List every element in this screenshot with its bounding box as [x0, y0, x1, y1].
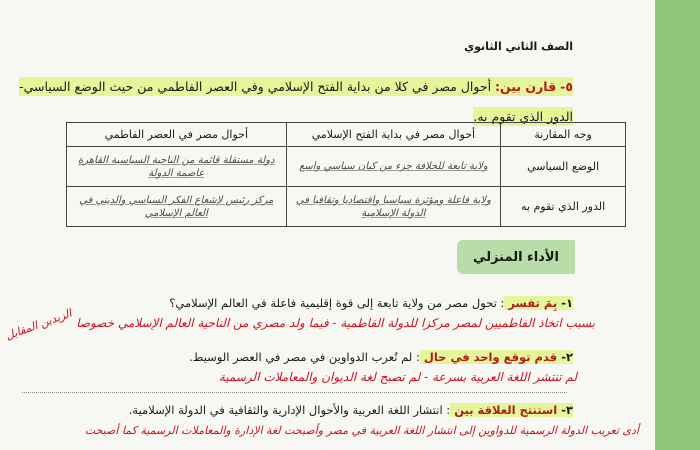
question-1-number: ١- [561, 296, 573, 310]
question-5-text-line2: الدور الذي تقوم به. [473, 109, 573, 124]
table-cell-aspect: الوضع السياسي [501, 147, 626, 187]
answer-2-handwritten: لم تنتشر اللغة العربية بسرعة - لم تصبح لغة الديوان والمعاملات الرسمية [218, 370, 577, 384]
question-3 [129, 403, 573, 417]
comparison-table [66, 122, 626, 227]
table-row [67, 187, 626, 227]
margin-note-handwritten: الزيدين المقابل [3, 306, 74, 343]
question-3-lead: استنتج العلاقة بين [454, 403, 558, 417]
question-5-keyword: قارن بين: [495, 79, 557, 94]
table-cell-handwritten: مركز رئيس لإشعاع الفكر السياسي والديني في العالم الإسلامي [67, 187, 287, 227]
question-2-number: ٢- [561, 350, 573, 364]
table-header-cell: أحوال مصر في بداية الفتح الإسلامي [286, 123, 501, 147]
table-cell-handwritten: ولاية تابعة للخلافة جزء من كيان سياسي واسع [286, 147, 501, 187]
grade-label: الصف الثاني الثانوي [464, 40, 573, 53]
question-2-lead-highlight [420, 350, 573, 364]
table-row [67, 147, 626, 187]
question-1 [169, 296, 573, 310]
question-1-lead: بِمَ تفسر [508, 296, 558, 310]
answer-1-handwritten: بسبب اتخاذ الفاطميين لمصر مركزا للدولة الفاطمية - فيما ولد مصري من الناحية العالم الإسلامي خصوصا [76, 316, 595, 330]
question-2-lead: قدم توقع واحد في حال [423, 350, 558, 364]
answer-line [22, 392, 567, 393]
table-header-row [67, 123, 626, 147]
question-3-number: ٣- [561, 403, 573, 417]
table-cell-handwritten: ولاية فاعلة ومؤثرة سياسيا واقتصاديا وتقافيا في الدولة الإسلامية [286, 187, 501, 227]
question-5-number: ٥- [560, 79, 573, 94]
green-side-strip [655, 0, 700, 450]
question-2 [189, 350, 573, 364]
table-cell-aspect: الدور الذي تقوم به [501, 187, 626, 227]
question-1-text: : تحول مصر من ولاية تابعة إلى قوة إقليمية فاعلة في العالم الإسلامي؟ [169, 296, 505, 310]
answer-3-handwritten: أدى تعريب الدولة الرسمية للدواوين إلى انتشار اللغة العربية في مصر وأصبحت لغة الإدارة والمعاملات الرسمية كما أصبحت [84, 424, 639, 437]
question-5-text-line1: أحوال مصر في كلا من بداية الفتح الإسلامي وفي العصر الفاطمي من حيث الوضع السياسي- [19, 79, 492, 94]
question-3-lead-highlight [450, 403, 573, 417]
table-cell-handwritten: دولة مستقلة قائمة من الناحية السياسية القاهرة عاصمة الدولة [67, 147, 287, 187]
question-5-highlight [19, 77, 573, 96]
question-3-text: : انتشار اللغة العربية والأحوال الإدارية والثقافية في الدولة الإسلامية. [128, 403, 451, 417]
table-header-cell: وجه المقارنة [501, 123, 626, 147]
table-header-cell: أحوال مصر في العصر الفاطمي [67, 123, 287, 147]
section-title-homework: الأداء المنزلي [457, 240, 575, 274]
question-1-lead-highlight [504, 296, 573, 310]
question-2-text: : لم تُعرب الدواوين في مصر في العصر الوسيط. [189, 350, 420, 364]
